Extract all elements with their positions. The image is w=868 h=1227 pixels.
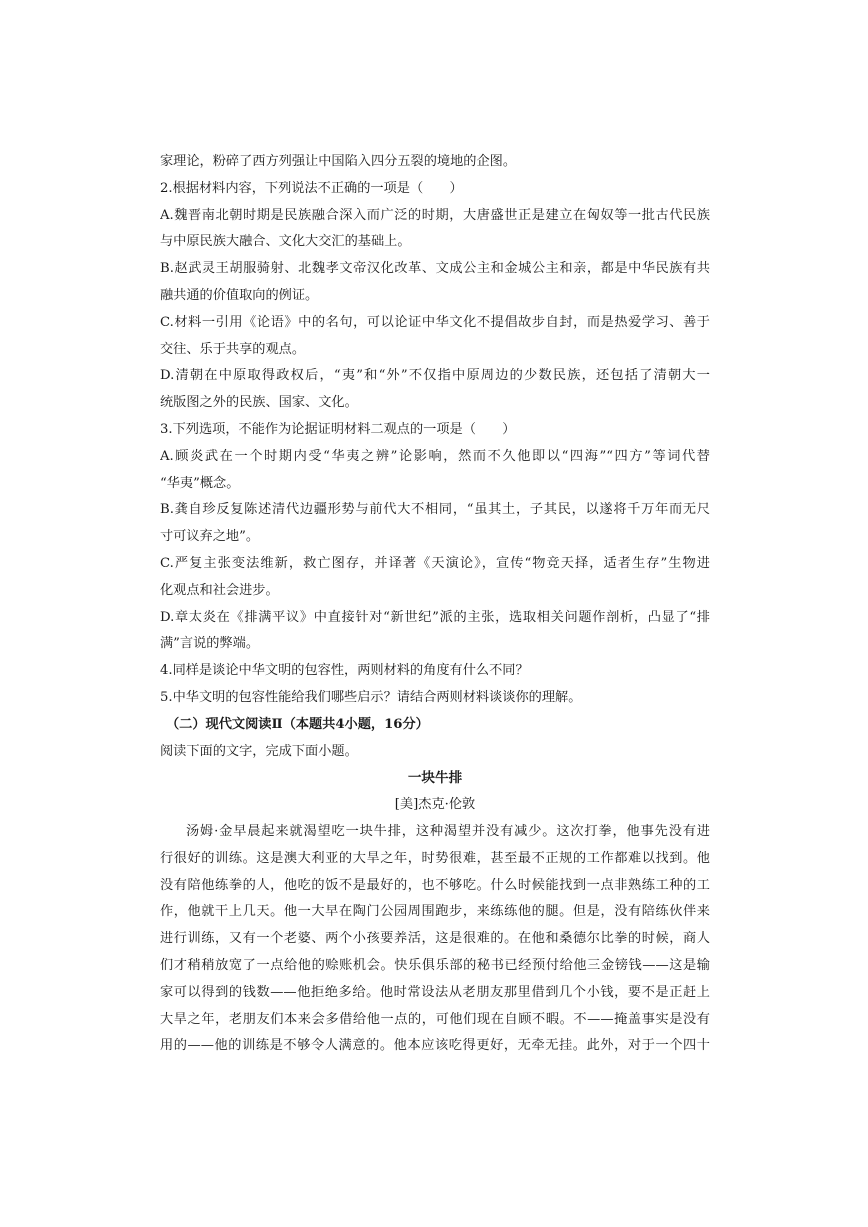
- section-2-heading: （二）现代文阅读Ⅱ（本题共4小题，16分）: [166, 716, 429, 732]
- question-2-option-d-line-2: 统版图之外的民族、国家、文化。: [160, 395, 358, 411]
- question-2-option-a-line-2: 与中原民族大融合、文化大交汇的基础上。: [160, 234, 411, 250]
- question-3-option-a-line-2: “华夷”概念。: [160, 475, 240, 491]
- question-3-stem: 3.下列选项，不能作为论据证明材料二观点的一项是（ ）: [160, 421, 516, 437]
- question-3-option-d-line-2: 满”言说的弊端。: [160, 636, 260, 652]
- material-end-line: 家理论，粉碎了西方列强让中国陷入四分五裂的境地的企图。: [160, 154, 517, 169]
- question-3-option-c-line-2: 化观点和社会进步。: [160, 582, 279, 598]
- question-3-option-b-line-2: 寸可议弃之地”。: [160, 529, 260, 545]
- question-3-option-a-line-1: A.顾炎武在一个时期内受“华夷之辨”论影响，然而不久他即以“四海”“四方”等词代替: [160, 448, 710, 464]
- question-2-option-b-line-1: B.赵武灵王胡服骑射、北魏孝文帝汉化改革、文成公主和金城公主和亲，都是中华民族有共: [160, 261, 710, 277]
- question-2-option-a-line-1: A.魏晋南北朝时期是民族融合深入而广泛的时期，大唐盛世正是建立在匈奴等一批古代民族: [160, 207, 710, 223]
- article-line: 大旱之年，老朋友们本来会多借给他一点的，可他们现在自顾不暇。不——掩盖事实是没有: [160, 1011, 710, 1027]
- article-line: 行很好的训练。这是澳大利亚的大旱之年，时势很难，甚至最不正规的工作都难以找到。他: [160, 850, 710, 866]
- article-title: 一块牛排: [407, 770, 463, 787]
- article-body: [160, 819, 710, 1060]
- question-3-option-b-line-1: B.龚自珍反复陈述清代边疆形势与前代大不相同，“虽其土，子其民，以遂将千万年而无尺: [160, 502, 710, 518]
- document-page: [160, 149, 710, 1060]
- question-2-stem: 2.根据材料内容，下列说法不正确的一项是（ ）: [160, 180, 463, 196]
- article-line: 们才稍稍放宽了一点给他的赊账机会。快乐俱乐部的秘书已经预付给他三金镑钱——这是输: [160, 957, 710, 973]
- question-2-option-c-line-2: 交往、乐于共享的观点。: [160, 341, 306, 357]
- article-line: 家可以得到的钱数——他拒绝多给。他时常设法从老朋友那里借到几个小钱，要不是正赶上: [160, 984, 710, 1000]
- article-line: 作，他就干上几天。他一大早在陶门公园周围跑步，来练练他的腿。但是，没有陪练伙伴来: [160, 904, 710, 920]
- question-2-option-d-line-1: D.清朝在中原取得政权后，“夷”和“外”不仅指中原周边的少数民族，还包括了清朝大一: [160, 368, 710, 384]
- question-3-option-c-line-1: C.严复主张变法维新，救亡图存，并译著《天演论》，宣传“物竞天择，适者生存”生物进: [160, 555, 710, 571]
- article-author: [美]杰克·伦敦: [394, 797, 476, 813]
- question-2-option-b-line-2: 融共通的价值取向的例证。: [160, 287, 319, 303]
- section-2-instruction: 阅读下面的文字，完成下面小题。: [160, 743, 358, 759]
- question-3-option-d-line-1: D.章太炎在《排满平议》中直接针对“新世纪”派的主张，选取相关问题作剖析，凸显了“排: [160, 609, 710, 625]
- question-2-option-c-line-1: C.材料一引用《论语》中的名句，可以论证中华文化不提倡故步自封，而是热爱学习、善于: [160, 314, 710, 330]
- question-4: 4.同样是谈论中华文明的包容性，两则材料的角度有什么不同？: [160, 663, 529, 679]
- article-line: 进行训练，又有一个老婆、两个小孩要养活，这是很难的。在他和桑德尔比拳的时候，商人: [160, 931, 710, 947]
- article-line: 汤姆·金早晨起来就渴望吃一块牛排，这种渴望并没有减少。这次打拳，他事先没有进: [186, 823, 710, 839]
- question-5: 5.中华文明的包容性能给我们哪些启示？请结合两则材料谈谈你的理解。: [160, 689, 582, 705]
- article-line: 没有陪他练拳的人，他吃的饭不是最好的，也不够吃。什么时候能找到一点非熟练工种的工: [160, 877, 710, 893]
- article-line: 用的——他的训练是不够令人满意的。他本应该吃得更好，无牵无挂。此外，对于一个四十: [160, 1038, 710, 1054]
